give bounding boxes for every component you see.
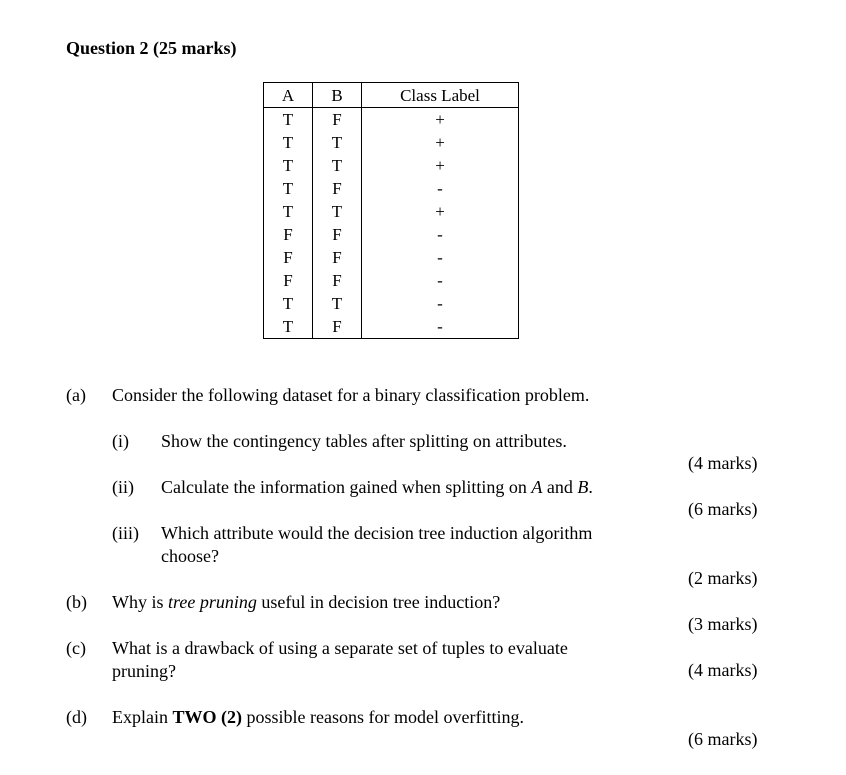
cell-a: F [264,246,313,269]
table-row [264,108,519,132]
var-a: A [531,477,543,497]
table-row [264,246,519,269]
header-class-label: Class Label [362,83,519,108]
cell-a: T [264,108,313,132]
table-row [264,131,519,154]
table-row [264,269,519,292]
part-d-label: (d) [66,707,87,727]
part-a-ii-marks: (6 marks) [688,499,758,519]
cell-b: T [313,292,362,315]
cell-a: T [264,200,313,223]
part-a-text: Consider the following dataset for a binary classification problem. [112,385,590,405]
cell-a: T [264,131,313,154]
cell-class-label: + [362,108,519,132]
cell-class-label: + [362,200,519,223]
table-row [264,292,519,315]
cell-b: F [313,246,362,269]
cell-b: T [313,200,362,223]
part-b-text-post: useful in decision tree induction? [256,592,501,612]
part-a-label: (a) [66,385,86,405]
part-a-i-marks: (4 marks) [688,453,758,473]
cell-class-label: + [362,131,519,154]
part-a-ii-text-pre: Calculate the information gained when splitting on [161,477,532,497]
cell-b: F [313,177,362,200]
part-a-ii-text-post: . [588,477,593,497]
part-c-marks: (4 marks) [688,660,758,680]
table-row [264,200,519,223]
table-row [264,315,519,339]
cell-class-label: - [362,269,519,292]
part-a-i-text: Show the contingency tables after splitting on attributes. [161,431,567,451]
question-title: Question 2 (25 marks) [66,38,237,58]
cell-class-label: - [362,315,519,339]
part-a-iii-label: (iii) [112,523,139,543]
cell-a: T [264,315,313,339]
part-d-text-bold: TWO (2) [172,707,242,727]
cell-b: T [313,154,362,177]
cell-b: F [313,223,362,246]
header-b: B [313,83,362,108]
cell-a: T [264,292,313,315]
part-b-text-em: tree pruning [168,592,257,612]
table-header-row [264,83,519,108]
cell-b: T [313,131,362,154]
cell-class-label: + [362,154,519,177]
cell-class-label: - [362,246,519,269]
cell-b: F [313,108,362,132]
part-b-marks: (3 marks) [688,614,758,634]
cell-b: F [313,269,362,292]
dataset-table [263,82,519,339]
part-d-marks: (6 marks) [688,729,758,749]
part-a-ii-text-mid: and [542,477,578,497]
table-row [264,154,519,177]
part-b-text-pre: Why is [112,592,168,612]
part-d-text [112,706,524,729]
part-a-iii-text-line2: choose? [161,546,219,566]
part-a-ii-label: (ii) [112,477,134,497]
cell-a: F [264,223,313,246]
part-a-iii-marks: (2 marks) [688,568,758,588]
part-d-text-pre: Explain [112,707,173,727]
part-c-text-line2: pruning? [112,661,176,681]
header-a: A [264,83,313,108]
var-b: B [577,477,589,497]
part-c-label: (c) [66,638,86,658]
part-c-text-line1: What is a drawback of using a separate set of tuples to evaluate [112,638,568,658]
part-a-i-label: (i) [112,431,129,451]
cell-a: T [264,177,313,200]
part-a-ii-text [161,476,593,499]
cell-class-label: - [362,292,519,315]
part-a-iii-text-line1: Which attribute would the decision tree induction algorithm [161,523,593,543]
cell-class-label: - [362,223,519,246]
cell-a: F [264,269,313,292]
part-b-text [112,591,500,614]
cell-a: T [264,154,313,177]
table-row [264,223,519,246]
cell-b: F [313,315,362,339]
part-d-text-post: possible reasons for model overfitting. [242,707,524,727]
table-row [264,177,519,200]
cell-class-label: - [362,177,519,200]
part-b-label: (b) [66,592,87,612]
